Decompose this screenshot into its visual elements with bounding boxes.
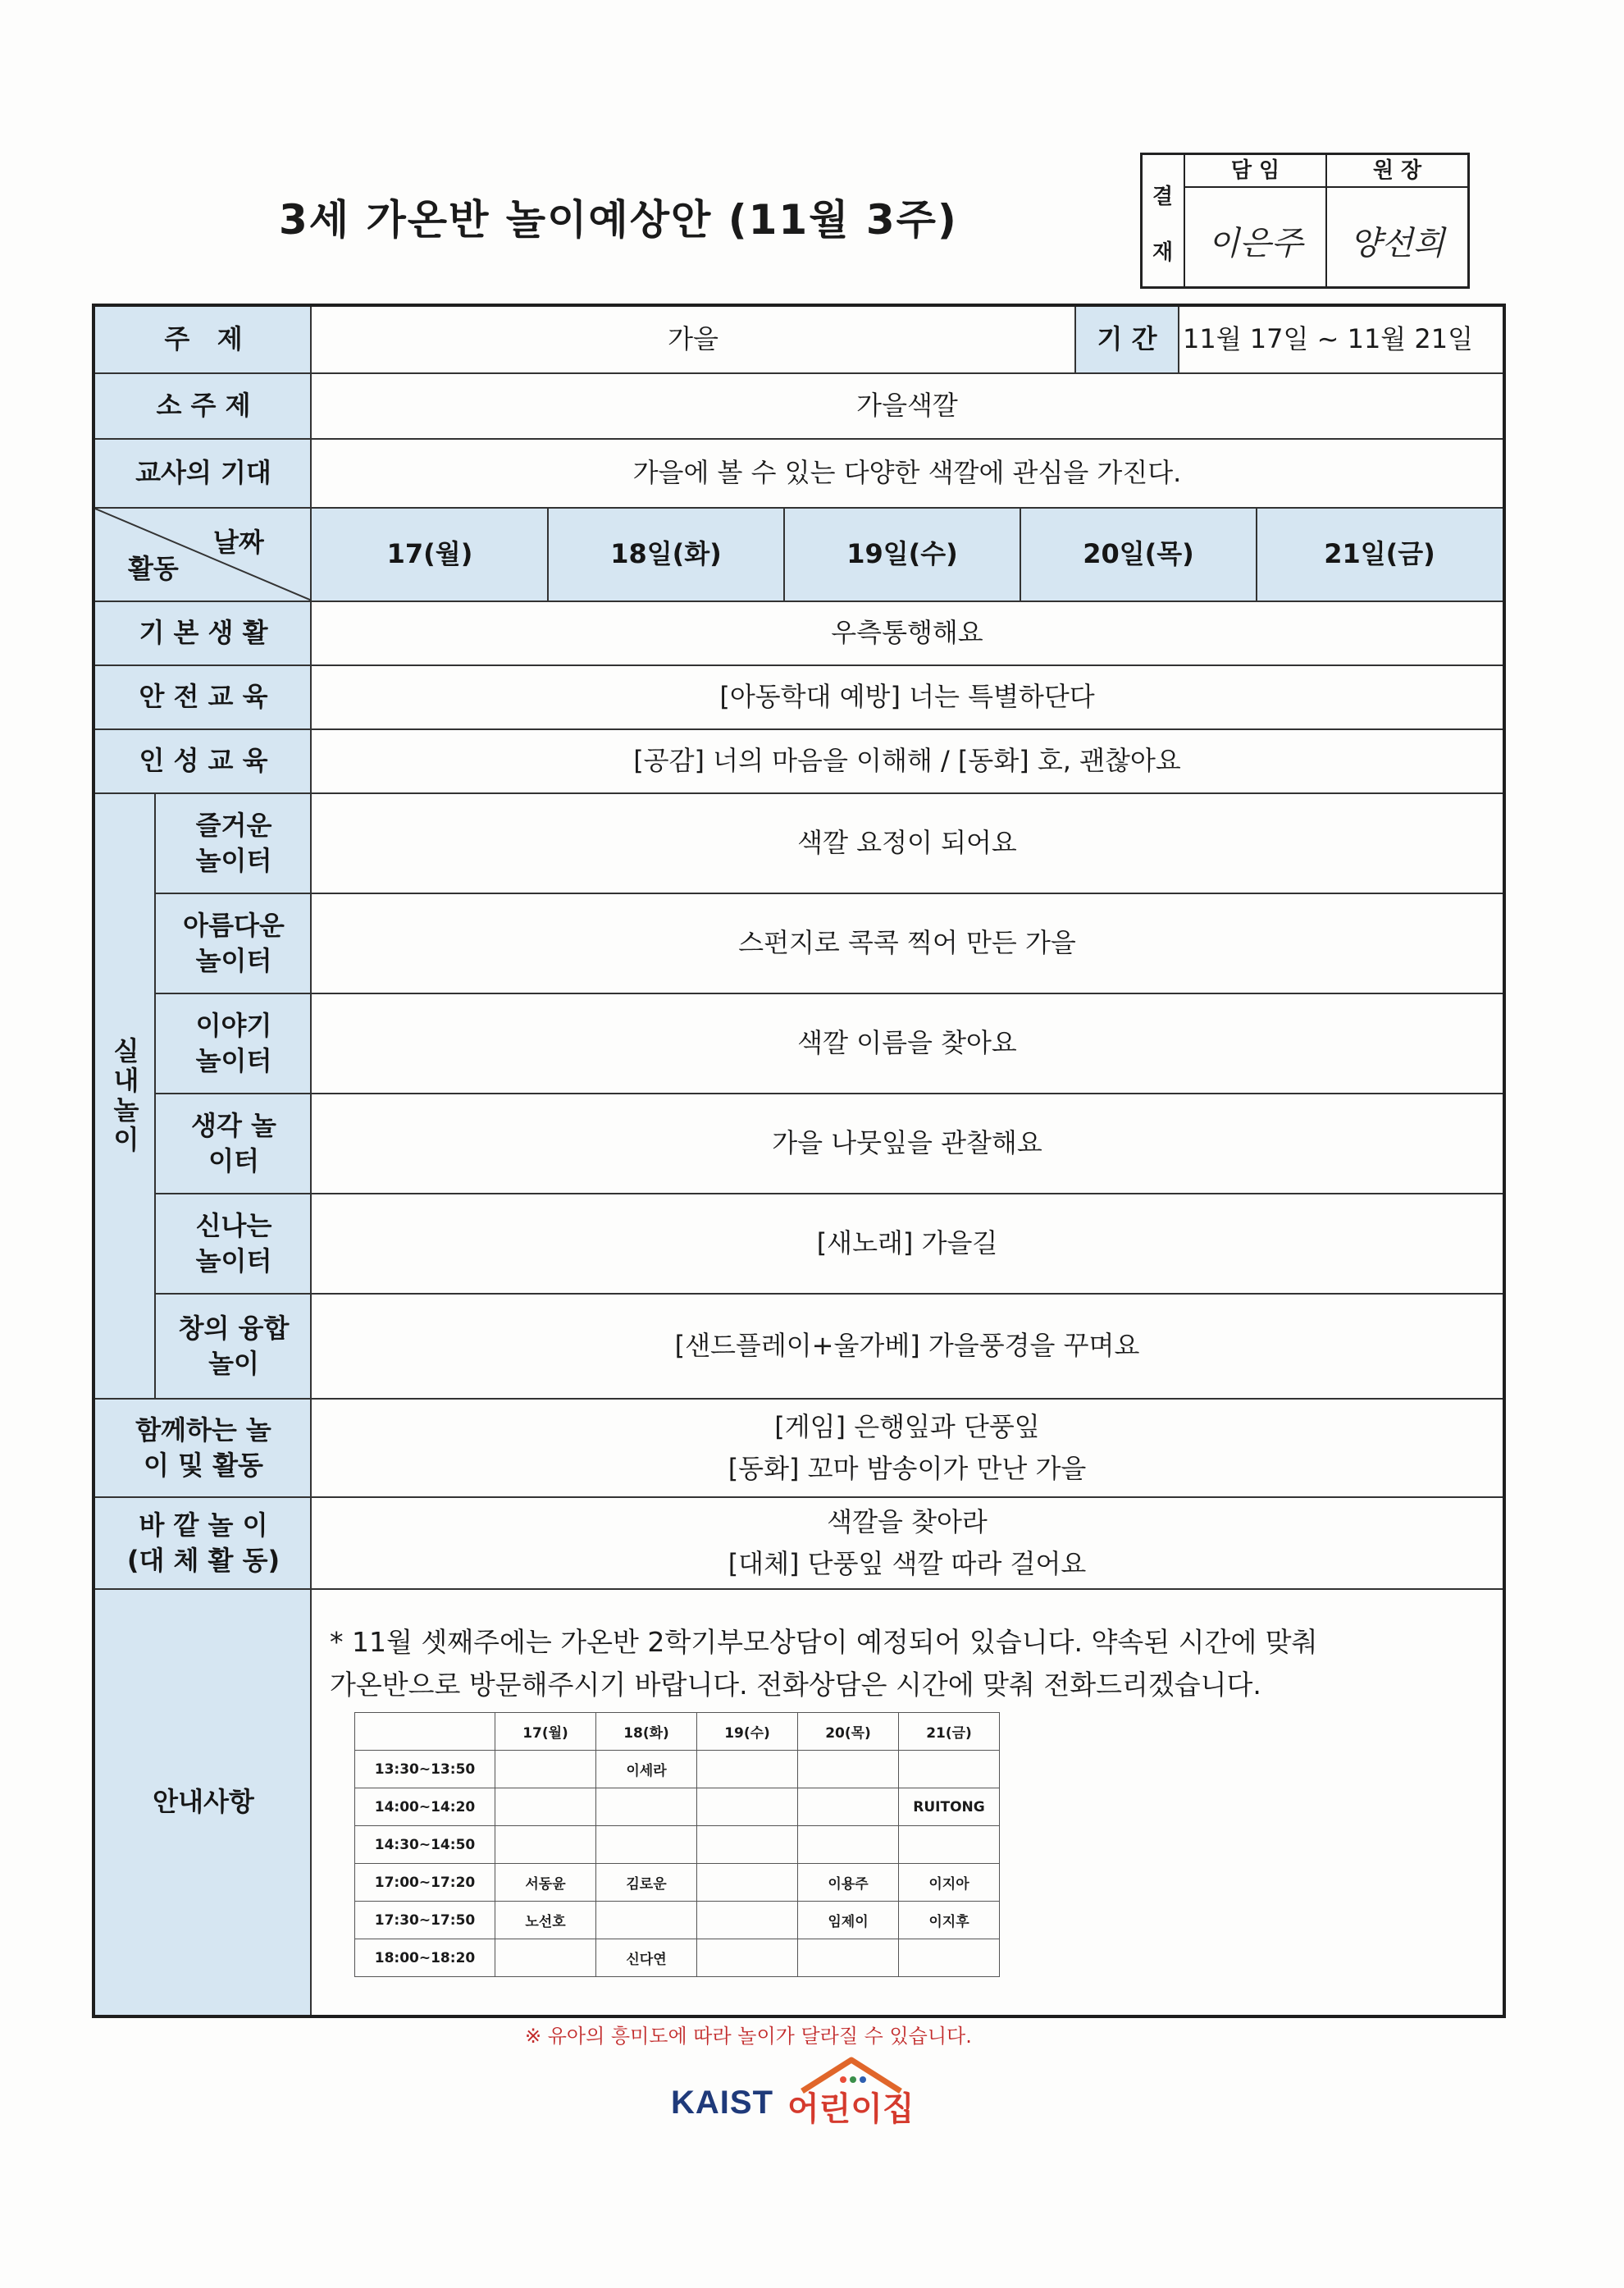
expectation-value: 가을에 볼 수 있는 다양한 색깔에 관심을 가진다. [632,457,1182,489]
indoor-row-label-5: 신나는 놀이터 [156,1194,312,1293]
indoor-row-label-2: 아름다운 놀이터 [156,894,312,993]
schedule-cell [596,1902,697,1939]
outdoor-label-2: (대 체 활 동) [126,1545,281,1576]
indoor-row-label-1: 즐거운 놀이터 [156,794,312,893]
schedule-cell: 이지후 [899,1902,1000,1939]
day-17: 17(월) [312,509,548,601]
schedule-cell: 서동윤 [495,1864,596,1902]
character-value: [공감] 너의 마음을 이해해 / [동화] 호, 괜찮아요 [633,745,1181,777]
period-value: 11월 17일 ~ 11월 21일 [1183,323,1474,355]
schedule-cell [798,1826,899,1864]
day-21: 21일(금) [1257,509,1503,601]
schedule-cell [495,1788,596,1826]
approval-gyeol: 결 [1152,185,1174,209]
schedule-time: 18:00~18:20 [355,1939,495,1977]
indoor-row-value-5: [새노래] 가을길 [816,1227,998,1259]
together-value [312,1400,1503,1496]
approval-box [1140,153,1470,289]
schedule-cell: 이세라 [596,1751,697,1788]
together-line-1: [게임] 은행잎과 단풍잎 [774,1410,1040,1442]
schedule-cell: 김로운 [596,1864,697,1902]
schedule-cell [798,1788,899,1826]
basic-life-value: 우측통행해요 [831,617,983,649]
kaist-logo [671,2055,925,2128]
day-19: 19일(수) [784,509,1020,601]
schedule-cell: 노선호 [495,1902,596,1939]
schedule-cell [697,1902,798,1939]
schedule-cell [495,1939,596,1977]
schedule-header-cell: 20(목) [798,1713,899,1751]
date-label: 날짜 [213,527,264,558]
approval-jae: 재 [1152,240,1174,265]
schedule-header-cell [355,1713,495,1751]
schedule-cell [697,1751,798,1788]
schedule-row [355,1826,1000,1864]
day-18: 18일(화) [548,509,784,601]
indoor-row-label-4: 생각 놀이터 [156,1094,312,1193]
schedule-cell: 이지아 [899,1864,1000,1902]
schedule-cell [697,1826,798,1864]
outdoor-line-1: 색깔을 찾아라 [827,1505,988,1537]
outdoor-line-2: [대체] 단풍잎 색깔 따라 걸어요 [728,1548,1087,1579]
logo-kaist-text: KAIST [671,2085,773,2121]
schedule-time: 17:00~17:20 [355,1864,495,1902]
schedule-cell [798,1751,899,1788]
approval-teacher-header: 담 임 [1185,155,1325,188]
safety-label: 안 전 교 육 [95,666,312,728]
safety-value: [아동학대 예방] 너는 특별하단다 [719,681,1095,713]
schedule-cell [899,1826,1000,1864]
indoor-row-value-3: 색깔 이름을 찾아요 [797,1027,1017,1059]
schedule-time: 14:30~14:50 [355,1826,495,1864]
schedule-row [355,1788,1000,1826]
notice-label: 안내사항 [95,1590,312,2015]
schedule-cell [697,1939,798,1977]
indoor-label [95,794,154,1398]
schedule-cell [899,1751,1000,1788]
schedule-cell: RUITONG [899,1788,1000,1826]
period-label: 기 간 [1076,307,1178,372]
approval-director-header: 원 장 [1327,155,1467,188]
indoor-label-text: 실내놀이 [109,1037,140,1155]
notice-line-2: 가온반으로 방문해주시기 바랍니다. 전화상담은 시간에 맞춰 전화드리겠습니다. [330,1669,1261,1701]
indoor-row-label-3: 이야기 놀이터 [156,994,312,1093]
director-signature-text: 양선희 [1349,225,1445,263]
schedule-cell: 임제이 [798,1902,899,1939]
approval-side-label [1143,155,1185,286]
schedule-cell: 신다연 [596,1939,697,1977]
schedule-header-cell: 17(월) [495,1713,596,1751]
indoor-row-value-2: 스펀지로 콕콕 찍어 만든 가을 [738,927,1076,959]
schedule-row [355,1902,1000,1939]
basic-life-label: 기 본 생 활 [95,602,312,664]
footnote: ※ 유아의 흥미도에 따라 놀이가 달라질 수 있습니다. [525,2025,972,2048]
schedule-row [355,1939,1000,1977]
schedule-cell [495,1751,596,1788]
theme-value: 가을 [668,323,718,355]
page-title: 3세 가온반 놀이예상안 (11월 3주) [279,196,958,244]
schedule-row [355,1864,1000,1902]
schedule-header-row [355,1713,1000,1751]
schedule-header-cell: 18(화) [596,1713,697,1751]
schedule-cell [596,1826,697,1864]
schedule-row [355,1751,1000,1788]
teacher-signature [1185,188,1325,286]
teacher-signature-text: 이은주 [1207,225,1303,263]
schedule-cell [495,1826,596,1864]
theme-label [95,307,312,372]
character-label: 인 성 교 육 [95,730,312,792]
expectation-label: 교사의 기대 [95,440,312,507]
together-line-2: [동화] 꼬마 밤송이가 만난 가을 [728,1453,1087,1484]
schedule-time: 17:30~17:50 [355,1902,495,1939]
schedule-cell [697,1864,798,1902]
theme-label-text: 주 제 [164,323,243,355]
logo-center-text: 어린이집 [787,2090,915,2128]
together-label: 함께하는 놀이 및 활동 [95,1400,312,1496]
day-20: 20일(목) [1020,509,1257,601]
consultation-schedule [354,1712,1000,1977]
schedule-header-cell: 19(수) [697,1713,798,1751]
schedule-cell [798,1939,899,1977]
indoor-row-value-6: [샌드플레이+울가베] 가을풍경을 꾸며요 [674,1330,1140,1362]
outdoor-label-1: 바 깥 놀 이 [139,1509,268,1541]
schedule-cell: 이용주 [798,1864,899,1902]
indoor-row-value-1: 색깔 요정이 되어요 [797,827,1017,859]
notice-line-1: * 11월 셋째주에는 가온반 2학기부모상담이 예정되어 있습니다. 약속된 시간에 맞춰 [330,1626,1318,1658]
schedule-cell [596,1788,697,1826]
subtheme-value: 가을색깔 [856,390,958,422]
indoor-row-label-6: 창의 융합 놀이 [156,1295,312,1398]
schedule-header-cell: 21(금) [899,1713,1000,1751]
schedule-time: 13:30~13:50 [355,1751,495,1788]
director-signature [1327,188,1467,286]
date-activity-header [95,509,312,601]
schedule-time: 14:00~14:20 [355,1788,495,1826]
schedule-cell [899,1939,1000,1977]
outdoor-label [95,1498,312,1588]
indoor-row-value-4: 가을 나뭇잎을 관찰해요 [772,1127,1042,1159]
outdoor-value [312,1498,1503,1588]
activity-label: 활동 [128,553,179,584]
notice-text [330,1621,1317,1706]
subtheme-label: 소 주 제 [95,374,312,438]
schedule-cell [697,1788,798,1826]
